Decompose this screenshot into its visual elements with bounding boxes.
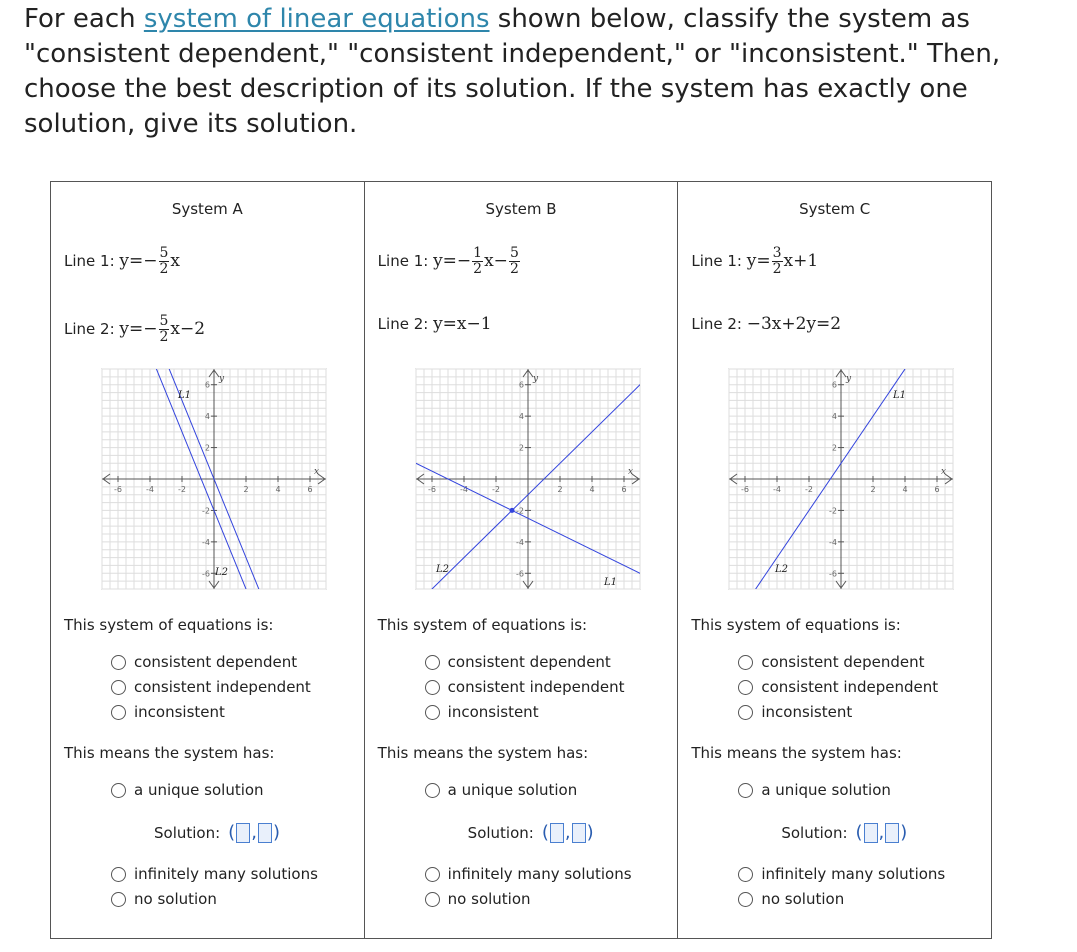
coordinate-graph	[727, 367, 959, 595]
line-2-label: Line 2:	[691, 315, 742, 333]
system-title: System A	[171, 200, 243, 218]
y-tick-label: 2	[518, 443, 524, 453]
classify-prompt: This system of equations is:	[377, 616, 588, 634]
option-inconsistent[interactable]	[111, 703, 225, 721]
line-2-tail: x−2	[170, 319, 206, 339]
option-label: a unique solution	[761, 781, 891, 799]
line-1-tail: x	[170, 251, 181, 271]
line-1-label: Line 1:	[691, 252, 742, 270]
x-tick-label: -6	[741, 485, 750, 494]
line-1-fraction	[772, 246, 783, 277]
x-tick-label: -6	[114, 485, 122, 494]
fraction-denominator: 2	[473, 261, 483, 277]
radio-icon[interactable]	[425, 783, 440, 798]
option-label: inconsistent	[761, 703, 853, 721]
radio-icon[interactable]	[425, 680, 440, 695]
open-paren: (	[855, 822, 863, 843]
line-2-expression: y=x−1	[433, 314, 492, 334]
classify-prompt: This system of equations is:	[691, 616, 901, 634]
option-no-solution[interactable]	[425, 890, 531, 908]
systems-table	[50, 181, 992, 939]
option-no-solution[interactable]	[738, 890, 844, 908]
y-tick-label: -4	[202, 537, 210, 547]
comma: ,	[878, 822, 885, 843]
line-1-label: Line 1:	[64, 252, 115, 270]
coordinate-graph	[100, 367, 332, 595]
option-label: consistent independent	[447, 678, 625, 696]
l1_label-label: L1	[178, 390, 192, 401]
x-tick-label: 2	[557, 485, 563, 494]
system-c-panel	[678, 182, 991, 938]
y-tick-label: -6	[829, 569, 838, 579]
option-unique-solution[interactable]	[425, 781, 578, 799]
option-label: no solution	[761, 890, 845, 908]
radio-icon[interactable]	[738, 680, 753, 695]
x-tick-label: -2	[491, 485, 500, 494]
means-prompt: This means the system has:	[377, 744, 589, 762]
intersection-point	[509, 508, 514, 513]
l2_label-label: L2	[775, 564, 789, 575]
x-tick-label: -2	[178, 485, 186, 494]
system-b-panel	[365, 182, 679, 938]
option-label: inconsistent	[447, 703, 539, 721]
y-tick-label: 4	[518, 412, 524, 422]
line-2-fraction	[159, 314, 170, 345]
option-label: a unique solution	[134, 781, 264, 799]
solution-x-input[interactable]	[864, 823, 878, 843]
radio-icon[interactable]	[111, 892, 126, 907]
option-consistent-independent[interactable]	[738, 678, 938, 696]
option-infinitely-many[interactable]	[111, 865, 318, 883]
x-tick-label: -2	[805, 485, 814, 494]
solution-label: Solution:	[467, 823, 534, 842]
y-tick-label: -6	[202, 569, 210, 579]
instructions	[24, 2, 1064, 142]
means-prompt: This means the system has:	[64, 744, 275, 762]
solution-y-input[interactable]	[885, 823, 899, 843]
option-label: consistent independent	[761, 678, 939, 696]
close-paren: )	[900, 822, 908, 843]
option-consistent-independent[interactable]	[425, 678, 625, 696]
line-1-fraction	[159, 246, 170, 277]
line-1-lhs: y=−	[119, 251, 158, 271]
line-1-fraction-2	[509, 246, 520, 277]
radio-icon[interactable]	[425, 655, 440, 670]
x-axis-label: x	[314, 467, 320, 477]
radio-icon[interactable]	[738, 705, 753, 720]
radio-icon[interactable]	[425, 892, 440, 907]
fraction-denominator: 2	[509, 261, 519, 277]
option-label: consistent dependent	[134, 653, 298, 671]
line-2-equation	[64, 314, 205, 345]
line-1-lhs: y=	[746, 251, 771, 271]
radio-icon[interactable]	[111, 655, 126, 670]
fraction-denominator: 2	[159, 329, 169, 345]
option-consistent-independent[interactable]	[111, 678, 311, 696]
ordered-pair-input	[856, 822, 908, 843]
line-1-equation	[64, 246, 180, 277]
fraction-denominator: 2	[159, 261, 169, 277]
x-tick-label: 4	[589, 485, 595, 494]
option-label: inconsistent	[134, 703, 225, 721]
y-axis-label: y	[532, 374, 538, 384]
x-tick-label: 6	[621, 485, 627, 494]
x-axis-label: x	[627, 467, 633, 477]
y-axis-label: y	[219, 374, 225, 384]
line-1-equation	[378, 246, 521, 277]
x-tick-label: 2	[870, 485, 876, 494]
solution-row	[781, 822, 907, 843]
x-axis-label: x	[941, 467, 947, 477]
solution-y-input[interactable]	[572, 823, 586, 843]
option-consistent-dependent[interactable]	[738, 653, 924, 671]
y-tick-label: 2	[204, 443, 210, 453]
option-inconsistent[interactable]	[738, 703, 852, 721]
fraction-numerator: 1	[473, 245, 483, 261]
ordered-pair-input	[228, 822, 280, 843]
solution-y-input[interactable]	[258, 823, 272, 843]
system-a-panel	[51, 182, 365, 938]
option-label: no solution	[134, 890, 217, 908]
solution-label: Solution:	[781, 823, 848, 842]
y-tick-label: 6	[518, 380, 524, 390]
option-label: consistent dependent	[761, 653, 925, 671]
x-tick-label: -6	[427, 485, 436, 494]
option-unique-solution[interactable]	[111, 781, 264, 799]
y-tick-label: 6	[832, 380, 838, 390]
linear-equations-link[interactable]: system of linear equations	[143, 4, 490, 34]
solution-x-input[interactable]	[236, 823, 250, 843]
fraction-numerator: 5	[159, 245, 169, 261]
x-tick-label: 6	[934, 485, 940, 494]
y-tick-label: -4	[515, 537, 524, 547]
option-label: consistent independent	[134, 678, 311, 696]
x-tick-label: 6	[307, 485, 313, 494]
option-infinitely-many[interactable]	[425, 865, 632, 883]
option-no-solution[interactable]	[111, 890, 217, 908]
line-2-expression: −3x+2y=2	[746, 314, 842, 334]
radio-icon[interactable]	[111, 680, 126, 695]
option-label: a unique solution	[447, 781, 578, 799]
x-tick-label: 4	[275, 485, 281, 494]
solution-x-input[interactable]	[550, 823, 564, 843]
l2_label-label: L2	[215, 567, 229, 578]
line-2-lhs: y=−	[119, 319, 158, 339]
solution-label: Solution:	[154, 823, 221, 842]
classify-prompt: This system of equations is:	[64, 616, 274, 634]
radio-icon[interactable]	[111, 867, 126, 882]
line-1-lhs: y=−	[433, 251, 472, 271]
line-1-fraction	[472, 246, 483, 277]
radio-icon[interactable]	[111, 783, 126, 798]
y-axis-label: y	[846, 374, 852, 384]
intro-text-end: shown below, classify the system as "consistent dependent," "consistent independent," or "inconsistent." Then, choose the best description of its solution. If the system has exactly one solution, give its solution.	[24, 4, 1001, 139]
line-1-label: Line 1:	[377, 252, 429, 270]
open-paren: (	[541, 822, 549, 843]
y-tick-label: -4	[829, 537, 838, 547]
x-tick-label: 2	[243, 485, 249, 494]
radio-icon[interactable]	[425, 867, 440, 882]
option-label: infinitely many solutions	[134, 865, 318, 883]
line-2-label: Line 2:	[64, 320, 115, 338]
radio-icon[interactable]	[425, 705, 440, 720]
solution-row	[154, 822, 280, 843]
fraction-numerator: 5	[159, 313, 169, 329]
y-tick-label: -2	[202, 506, 210, 516]
y-tick-label: 2	[832, 443, 838, 453]
y-tick-label: -2	[515, 506, 524, 516]
radio-icon[interactable]	[738, 867, 753, 882]
fraction-denominator: 2	[772, 261, 782, 277]
radio-icon[interactable]	[738, 783, 753, 798]
option-infinitely-many[interactable]	[738, 865, 945, 883]
ordered-pair-input	[542, 822, 594, 843]
comma: ,	[251, 822, 257, 843]
x-tick-label: 4	[902, 485, 908, 494]
option-inconsistent[interactable]	[425, 703, 539, 721]
x-tick-label: -4	[459, 485, 468, 494]
y-tick-label: 4	[204, 412, 210, 422]
option-label: consistent dependent	[447, 653, 611, 671]
means-prompt: This means the system has:	[691, 744, 902, 762]
radio-icon[interactable]	[738, 655, 753, 670]
option-label: no solution	[447, 890, 531, 908]
intro-text-start: For each	[24, 4, 144, 34]
radio-icon[interactable]	[111, 705, 126, 720]
close-paren: )	[586, 822, 594, 843]
comma: ,	[564, 822, 571, 843]
fraction-numerator: 3	[772, 245, 782, 261]
system-title: System C	[799, 200, 871, 218]
open-paren: (	[228, 822, 236, 843]
y-tick-label: 6	[204, 380, 210, 390]
l2_label-label: L2	[435, 564, 449, 575]
option-unique-solution[interactable]	[738, 781, 891, 799]
y-tick-label: -6	[515, 569, 524, 579]
option-consistent-dependent[interactable]	[111, 653, 297, 671]
option-label: infinitely many solutions	[447, 865, 632, 883]
option-consistent-dependent[interactable]	[425, 653, 611, 671]
line-1-tail: x+1	[783, 251, 819, 271]
line-2-equation	[691, 314, 841, 334]
l1_label-label: L1	[893, 390, 907, 401]
system-title: System B	[485, 200, 557, 218]
y-tick-label: -2	[829, 506, 838, 516]
line-2-equation	[378, 314, 492, 334]
line-1-equation	[691, 246, 818, 277]
x-tick-label: -4	[146, 485, 154, 494]
line-2-label: Line 2:	[377, 315, 429, 333]
solution-row	[468, 822, 594, 843]
option-label: infinitely many solutions	[761, 865, 946, 883]
x-tick-label: -4	[773, 485, 782, 494]
line-1-tail: x−	[484, 251, 508, 271]
l1_label-label: L1	[603, 577, 617, 588]
fraction-numerator: 5	[509, 245, 519, 261]
close-paren: )	[272, 822, 280, 843]
coordinate-graph	[414, 367, 646, 595]
radio-icon[interactable]	[738, 892, 753, 907]
y-tick-label: 4	[832, 412, 838, 422]
